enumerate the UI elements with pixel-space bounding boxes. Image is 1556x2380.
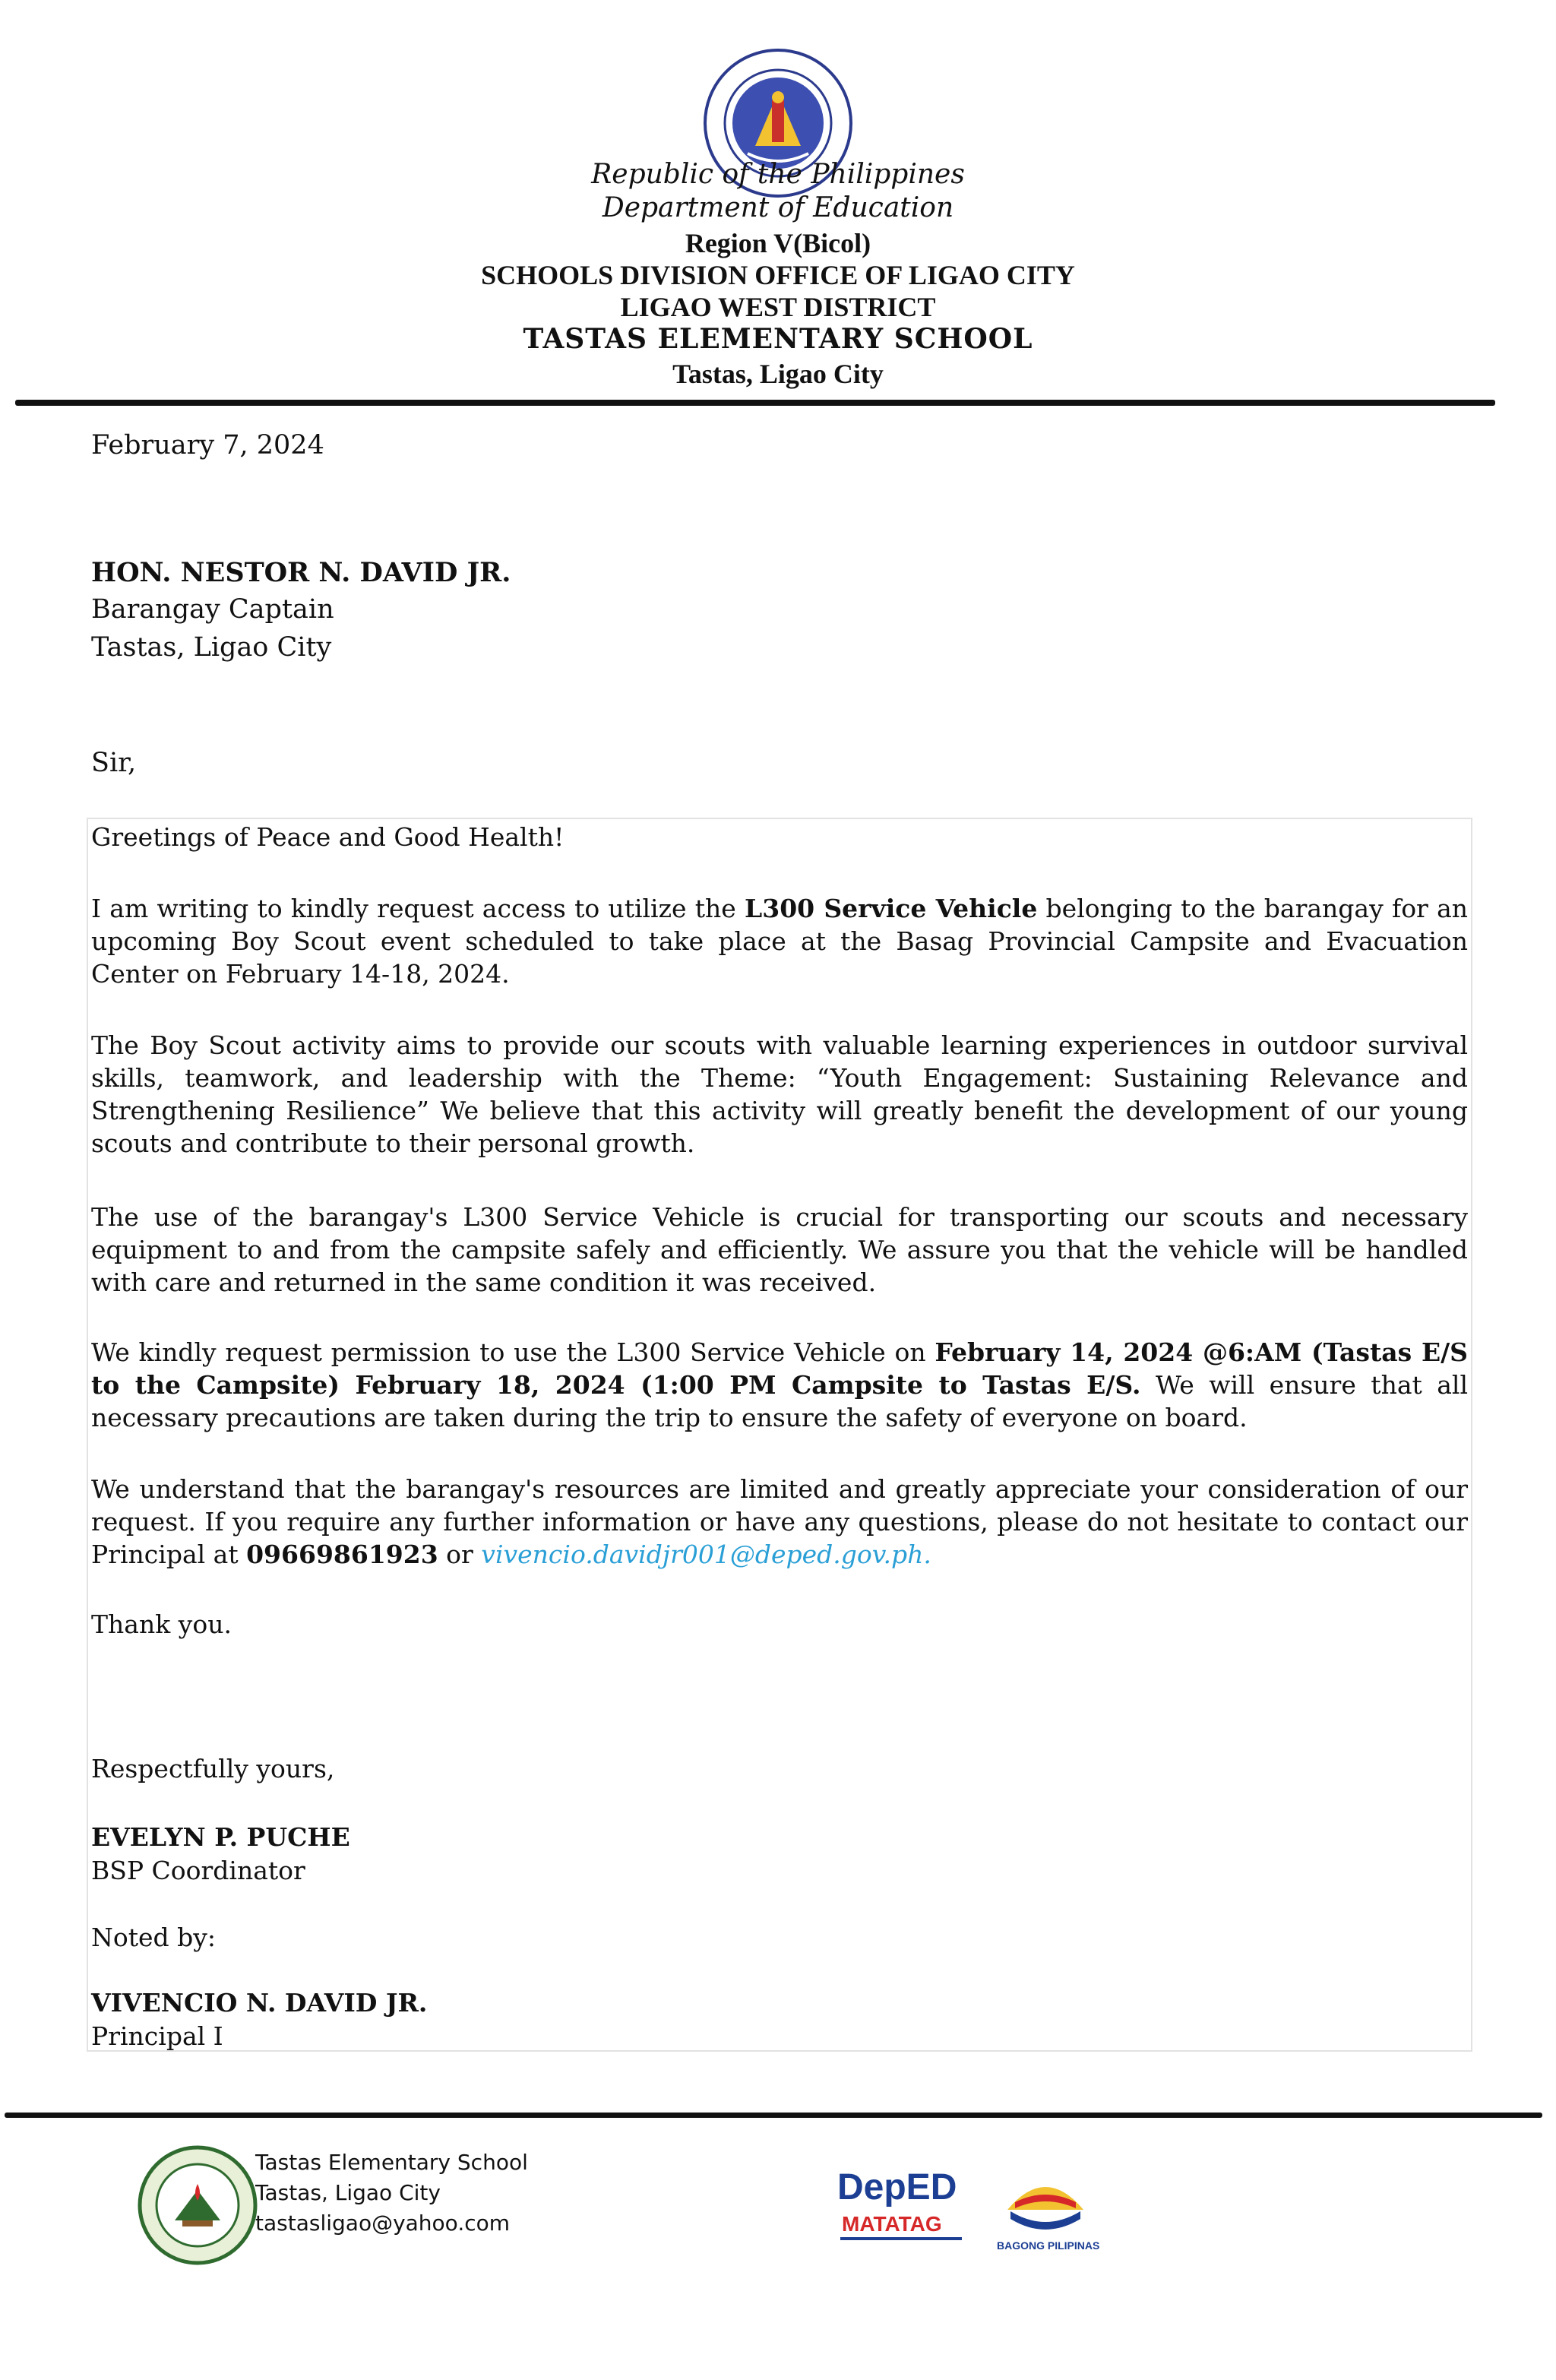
header-district: LIGAO WEST DISTRICT xyxy=(620,292,936,322)
header-address: Tastas, Ligao City xyxy=(672,359,884,389)
greeting: Greetings of Peace and Good Health! xyxy=(91,822,565,852)
recipient-address: Tastas, Ligao City xyxy=(91,632,332,663)
deped-logo-text: DepED xyxy=(837,2167,957,2208)
closing: Respectfully yours, xyxy=(91,1754,335,1783)
paragraph-5: We understand that the barangay's resources are limited and greatly appreciate your consideration of our request. If you require any further information or have any questions, please do not hesitate to contact our Principal at 09669861923 or vivencio.davidjr001@deped.gov.ph. xyxy=(91,1474,1468,1569)
letter-date: February 7, 2024 xyxy=(91,430,324,460)
bagong-pilipinas-logo xyxy=(985,2157,1114,2255)
footer-address: Tastas, Ligao City xyxy=(255,2180,441,2205)
principal-phone: 09669861923 xyxy=(246,1540,438,1569)
noter-name: VIVENCIO N. DAVID JR. xyxy=(91,1988,428,2018)
header-school: TASTAS ELEMENTARY SCHOOL xyxy=(523,323,1033,355)
deped-matatag-logo xyxy=(833,2158,969,2249)
principal-email-link[interactable]: vivencio.davidjr001@deped.gov.ph. xyxy=(481,1540,931,1569)
paragraph-4: We kindly request permission to use the L300 Service Vehicle on February 14, 2024 @6:AM (Tastas E/S to the Campsite) February 18, 2024 (1:00 PM Campsite to Tastas E/S. We will ensure that all necessary precautions are taken during the trip to ensure the safety of everyone on board. xyxy=(91,1337,1468,1432)
recipient-title: Barangay Captain xyxy=(91,594,334,625)
footer-divider xyxy=(5,2113,1542,2118)
header-divider xyxy=(15,400,1495,406)
header-region: Region V(Bicol) xyxy=(685,228,871,258)
school-logo xyxy=(137,2144,258,2266)
salutation: Sir, xyxy=(91,748,137,778)
header-republic: Republic of the Philippines xyxy=(591,159,965,190)
footer-email[interactable]: tastasligao@yahoo.com xyxy=(255,2211,511,2236)
footer-school-name: Tastas Elementary School xyxy=(255,2150,528,2175)
matatag-logo-text: MATATAG xyxy=(842,2212,942,2236)
noter-title: Principal I xyxy=(91,2021,223,2051)
header-department: Department of Education xyxy=(602,192,954,223)
header-division: SCHOOLS DIVISION OFFICE OF LIGAO CITY xyxy=(481,260,1075,290)
paragraph-3: The use of the barangay's L300 Service Vehicle is crucial for transporting our scouts and necessary equipment to and from the campsite safely and efficiently. We assure you that the vehicle will be handled with care and returned in the same condition it was received. xyxy=(91,1202,1468,1297)
paragraph-1: I am writing to kindly request access to utilize the L300 Service Vehicle belonging to the barangay for an upcoming Boy Scout event scheduled to take place at the Basag Provincial Campsite and Evacuation Center on February 14-18, 2024. xyxy=(91,894,1468,989)
thank-you: Thank you. xyxy=(91,1609,232,1639)
bagong-pilipinas-text: BAGONG PILIPINAS xyxy=(997,2239,1100,2252)
signer-name: EVELYN P. PUCHE xyxy=(91,1822,350,1852)
paragraph-2: The Boy Scout activity aims to provide our scouts with valuable learning experiences in outdoor survival skills, teamwork, and leadership with the Theme: “Youth Engagement: Sustaining Relevance and Strengthening Resilience” We believe that this activity will greatly benefit the development of our young scouts and contribute to their personal growth. xyxy=(91,1030,1468,1158)
recipient-name: HON. NESTOR N. DAVID JR. xyxy=(91,557,511,588)
noted-by: Noted by: xyxy=(91,1923,217,1952)
signer-title: BSP Coordinator xyxy=(91,1856,305,1885)
